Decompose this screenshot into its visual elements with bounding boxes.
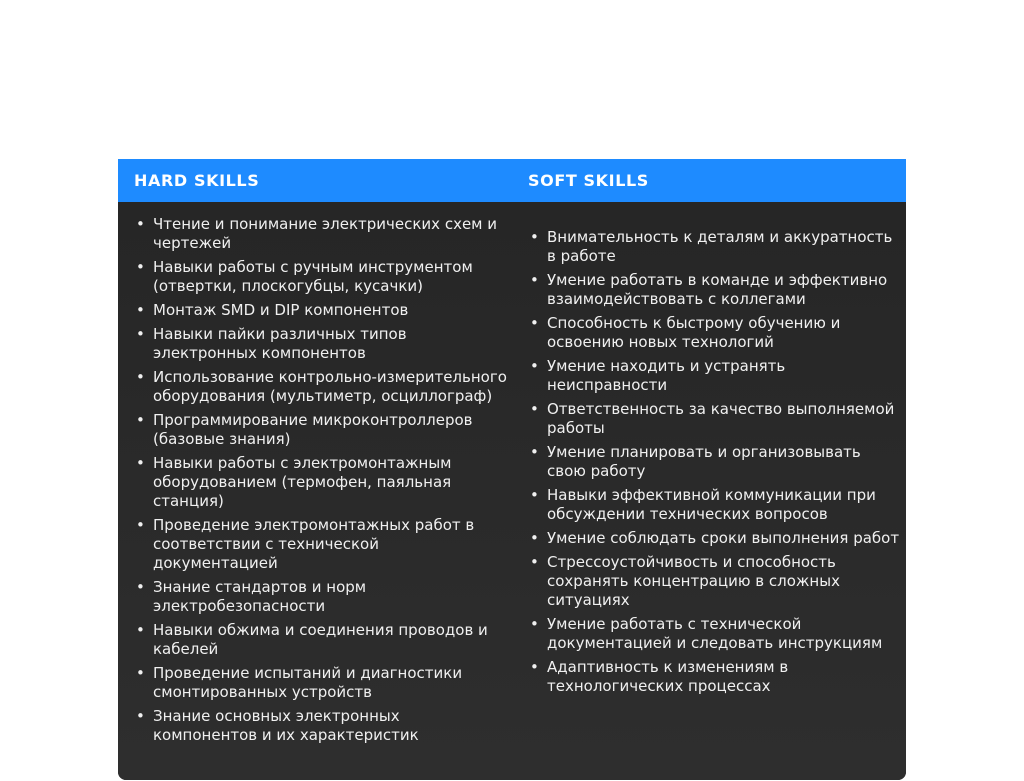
bullet-icon: • [530, 486, 539, 504]
hard-skills-column [118, 202, 512, 780]
list-item [528, 658, 906, 696]
list-item-text: Использование контрольно-измерительного оборудования (мультиметр, осциллограф) [153, 368, 507, 405]
list-item-text: Навыки обжима и соединения проводов и кабелей [153, 621, 488, 658]
bullet-icon: • [530, 271, 539, 289]
skills-table [118, 159, 906, 780]
soft-skills-list [528, 228, 906, 701]
list-item-text: Проведение электромонтажных работ в соответствии с технической документацией [153, 516, 475, 572]
list-item [134, 454, 512, 511]
list-item-text: Умение планировать и организовывать свою работу [547, 443, 861, 480]
bullet-icon: • [530, 314, 539, 332]
list-item [528, 486, 906, 524]
list-item-text: Проведение испытаний и диагностики смонтированных устройств [153, 664, 463, 701]
list-item [528, 615, 906, 653]
bullet-icon: • [136, 325, 145, 343]
bullet-icon: • [136, 411, 145, 429]
list-item-text: Навыки работы с ручным инструментом (отвертки, плоскогубцы, кусачки) [153, 258, 473, 295]
list-item [134, 325, 512, 363]
bullet-icon: • [136, 621, 145, 639]
bullet-icon: • [136, 368, 145, 386]
list-item-text: Способность к быстрому обучению и освоению новых технологий [547, 314, 841, 351]
list-item-text: Умение работать в команде и эффективно взаимодействовать с коллегами [547, 271, 888, 308]
bullet-icon: • [530, 228, 539, 246]
list-item-text: Монтаж SMD и DIP компонентов [153, 301, 409, 319]
list-item [528, 314, 906, 352]
bullet-icon: • [136, 664, 145, 682]
bullet-icon: • [530, 443, 539, 461]
soft-skills-title: SOFT SKILLS [528, 171, 649, 190]
list-item [528, 529, 906, 548]
hard-skills-list [134, 215, 512, 750]
list-item-text: Навыки пайки различных типов электронных компонентов [153, 325, 407, 362]
list-item [134, 707, 512, 745]
soft-skills-column [512, 202, 906, 780]
list-item-text: Знание стандартов и норм электробезопасности [153, 578, 367, 615]
list-item [528, 357, 906, 395]
bullet-icon: • [530, 400, 539, 418]
skills-table-body [118, 202, 906, 780]
list-item [134, 516, 512, 573]
bullet-icon: • [136, 516, 145, 534]
list-item-text: Навыки эффективной коммуникации при обсуждении технических вопросов [547, 486, 876, 523]
list-item [134, 258, 512, 296]
list-item-text: Чтение и понимание электрических схем и чертежей [153, 215, 498, 252]
list-item [528, 443, 906, 481]
list-item [134, 215, 512, 253]
skills-table-header [118, 159, 906, 202]
list-item [134, 411, 512, 449]
list-item-text: Умение соблюдать сроки выполнения работ [547, 529, 900, 547]
list-item [134, 664, 512, 702]
list-item [528, 271, 906, 309]
list-item-text: Внимательность к деталям и аккуратность в работе [547, 228, 893, 265]
list-item-text: Ответственность за качество выполняемой работы [547, 400, 895, 437]
list-item [528, 228, 906, 266]
bullet-icon: • [136, 301, 145, 319]
bullet-icon: • [530, 553, 539, 571]
list-item-text: Адаптивность к изменениям в технологических процессах [547, 658, 789, 695]
list-item-text: Умение работать с технической документацией и следовать инструкциям [547, 615, 883, 652]
bullet-icon: • [530, 357, 539, 375]
bullet-icon: • [530, 615, 539, 633]
list-item [528, 400, 906, 438]
bullet-icon: • [136, 707, 145, 725]
bullet-icon: • [530, 658, 539, 676]
bullet-icon: • [136, 454, 145, 472]
list-item [134, 368, 512, 406]
bullet-icon: • [530, 529, 539, 547]
list-item-text: Стрессоустойчивость и способность сохранять концентрацию в сложных ситуациях [547, 553, 840, 609]
bullet-icon: • [136, 258, 145, 276]
list-item [528, 553, 906, 610]
list-item [134, 621, 512, 659]
list-item-text: Программирование микроконтроллеров (базовые знания) [153, 411, 473, 448]
bullet-icon: • [136, 578, 145, 596]
list-item [134, 578, 512, 616]
bullet-icon: • [136, 215, 145, 233]
list-item-text: Знание основных электронных компонентов и их характеристик [153, 707, 419, 744]
list-item-text: Навыки работы с электромонтажным оборудованием (термофен, паяльная станция) [153, 454, 452, 510]
list-item [134, 301, 512, 320]
list-item-text: Умение находить и устранять неисправности [547, 357, 786, 394]
hard-skills-title: HARD SKILLS [134, 171, 260, 190]
